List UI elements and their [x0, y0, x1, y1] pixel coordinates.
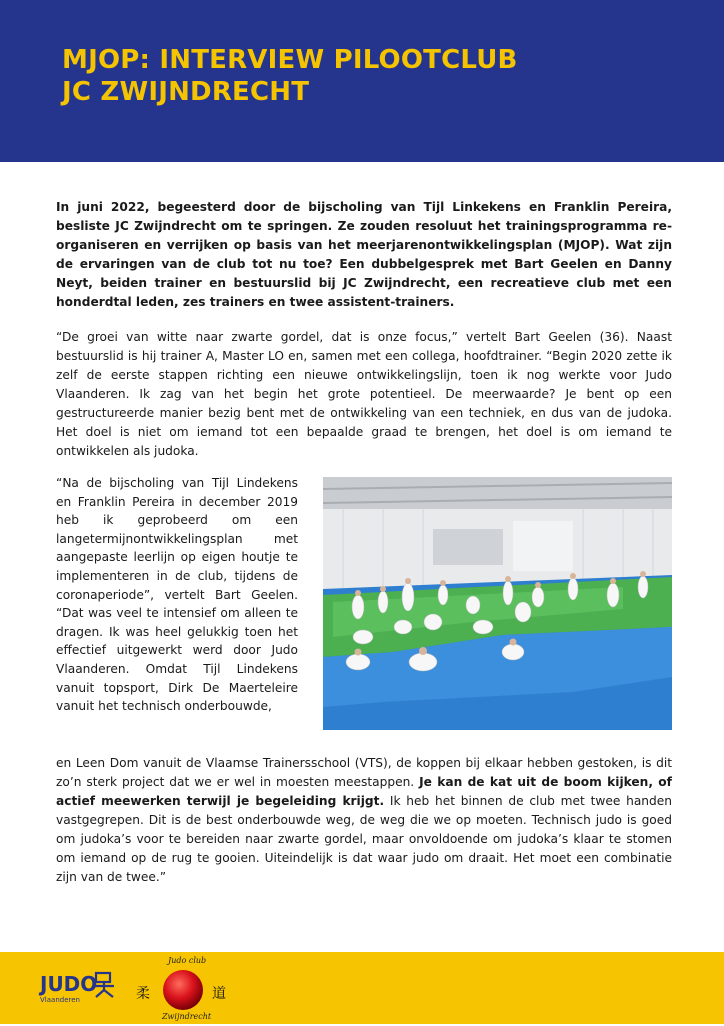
- judo-vlaanderen-logo: [38, 964, 120, 1008]
- club-logo-bottom-text: Zwijndrecht: [162, 1012, 212, 1021]
- title-line-2: JC ZWIJNDRECHT: [62, 77, 310, 107]
- paragraph-3-start: en Leen Dom vanuit de Vlaamse Trainersschool (VTS), de koppen bij elkaar hebben gestoken, is dit zo’n sterk project dat we er wel in moesten meestappen.: [56, 756, 672, 789]
- judo-club-zwijndrecht-logo: [128, 954, 238, 1022]
- header-banner: [0, 0, 724, 162]
- title-line-1: MJOP: INTERVIEW PILOOTCLUB: [62, 45, 518, 75]
- article-intro: In juni 2022, begeesterd door de bijscholing van Tijl Linkekens en Franklin Pereira, besliste JC Zwijndrecht om te springen. Ze zouden resoluut het trainingsprogramma re-organiseren en verrijken op basis van het meerjarenontwikkelingsplan (MJOP). Wat zijn de ervaringen van de club tot nu toe? Een dubbelgesprek met Bart Geelen en Danny Neyt, beiden trainer en bestuurslid bij JC Zwijndrecht, een recreatieve club met een honderdtal leden, zes trainers en twee assistent-trainers.: [56, 200, 672, 309]
- paragraph-3-end: Ik heb het binnen de club met twee handen vastgegrepen. Dit is de best onderbouwde weg, de weg die we op moeten. Technisch judo is goed om judoka’s voor te bereiden naar zwarte gordel, maar onvoldoende om judoka’s klaar te stomen om iemand op de rug te gooien. Uiteindelijk is dat waar judo om draait. Het moet een combinatie zijn van de twee.”: [56, 794, 672, 884]
- paragraph-3-highlight: Je kan de kat uit de boom kijken, of actief meewerken terwijl je begeleiding krijgt.: [56, 775, 672, 808]
- club-logo-top-text: Judo club: [168, 956, 207, 965]
- dojo-training-photo: [323, 477, 672, 730]
- club-logo-kanji-right: 道: [212, 986, 226, 1002]
- page-title: [62, 44, 682, 108]
- judo-logo-text: JUDO: [40, 972, 98, 996]
- article-paragraph-3: [56, 754, 672, 887]
- club-logo-kanji-left: 柔: [136, 986, 150, 1002]
- article-paragraph-2: “Na de bijscholing van Tijl Lindekens en Franklin Pereira in december 2019 heb ik geprobeerd om een langetermijnontwikkelingsplan met aangepaste leerlijn op eigen houtje te implementeren in de club, tijdens de coronaperiode”, vertelt Bart Geelen. “Dat was veel te intensief om alleen te dragen. Ik was heel gelukkig toen het effectief uitgewerkt werd door Judo Vlaanderen. Omdat Tijl Lindekens vanuit topsport, Dirk De Maerteleire vanuit het technisch onderbouwde,: [56, 476, 298, 714]
- article-paragraph-1: “De groei van witte naar zwarte gordel, dat is onze focus,” vertelt Bart Geelen (36). Naast bestuurslid is hij trainer A, Master LO en, samen met een collega, hoofdtrainer. “Begin 2020 zette ik zelf de eerste stappen richting een nieuwe ontwikkelingslijn, toen ik nog werkte voor Judo Vlaanderen. Ik zag van het begin het grote potentieel. De meerwaarde? Je bent op een gestructureerde manier bezig bent met de ontwikkeling van een techniek, en dus van de judoka. Het doel is niet om iemand tot een bepaalde graad te brengen, het doel is om iemand te ontwikkelen als judoka.: [56, 330, 672, 458]
- judo-logo-subtext: Vlaanderen: [40, 996, 80, 1004]
- dojo-photo-illustration: [323, 477, 672, 730]
